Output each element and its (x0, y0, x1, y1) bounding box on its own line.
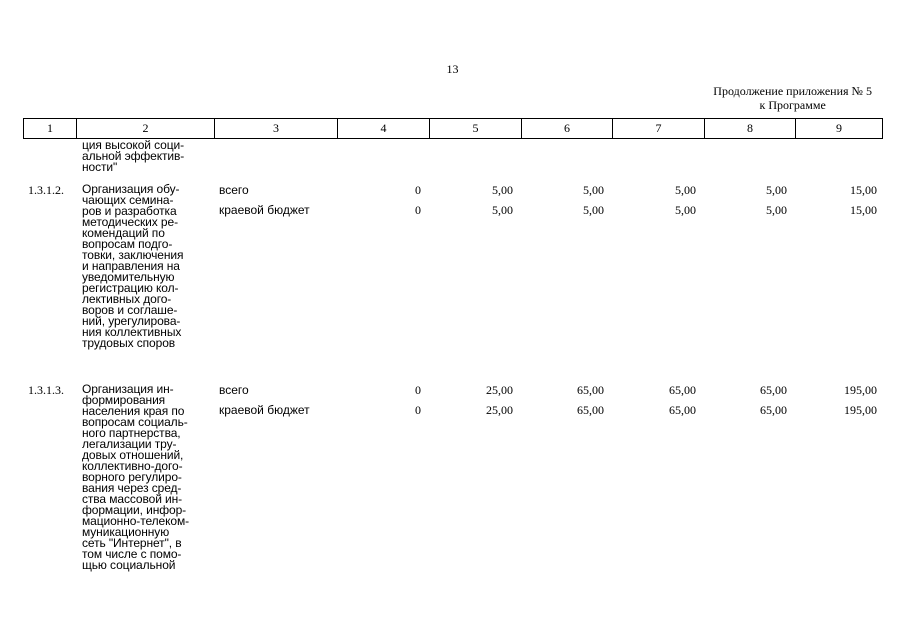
value-col-7: 5,00 (675, 183, 696, 197)
header-col-9: 9 (836, 121, 842, 135)
continuation-line-1: Продолжение приложения № 5 (713, 84, 872, 98)
value-col-8: 65,00 (760, 383, 787, 397)
header-col-8: 8 (705, 119, 796, 138)
row-number: 1.3.1.3. (28, 383, 64, 397)
header-col-2: 2 (77, 119, 215, 138)
value-col-9: 195,00 (844, 383, 877, 397)
funding-label: всего (219, 183, 249, 197)
header-col-7: 7 (613, 119, 705, 138)
row-description: Организация ин- формирования населения края по вопросам социаль- ного партнерства, легализации тру- довых отношений, коллективно-дого- ворного регулиро- вания через сред- ства массовой ин- формации, инфор- мационно-телеком- муникационную сеть "Интернет", в том числе с помо- щью социальной (82, 382, 190, 572)
header-col-4: 4 (338, 119, 430, 138)
value-col-6: 5,00 (583, 203, 604, 217)
value-col-6: 65,00 (577, 383, 604, 397)
continuation-line-2: к Программе (759, 98, 826, 112)
value-col-7: 65,00 (669, 403, 696, 417)
funding-label: всего (219, 383, 249, 397)
value-col-9: 195,00 (844, 403, 877, 417)
value-col-6: 5,00 (583, 183, 604, 197)
value-col-4: 0 (415, 183, 421, 197)
value-col-4: 0 (415, 203, 421, 217)
carry-over-text: ция высокой соци- альной эффектив- ности" (82, 138, 185, 174)
table-header-row (23, 118, 883, 139)
value-col-7: 5,00 (675, 203, 696, 217)
row-description: Организация обу- чающих семина- ров и разработка методических ре- комендаций по вопросам подго- товки, заключения и направления на уведомительную регистрацию кол- лективных дого- воров и соглаше- ний, урегулирова- ния коллективных трудовых споров (82, 182, 184, 350)
value-col-5: 5,00 (492, 183, 513, 197)
value-col-9: 15,00 (850, 203, 877, 217)
value-col-9: 15,00 (850, 183, 877, 197)
continuation-note (713, 84, 872, 112)
funding-label: краевой бюджет (219, 203, 310, 217)
value-col-4: 0 (415, 383, 421, 397)
funding-label: краевой бюджет (219, 403, 310, 417)
page-number: 13 (446, 62, 459, 76)
value-col-5: 25,00 (486, 383, 513, 397)
header-col-6: 6 (522, 119, 613, 138)
value-col-8: 5,00 (766, 203, 787, 217)
value-col-8: 5,00 (766, 183, 787, 197)
value-col-4: 0 (415, 403, 421, 417)
value-col-5: 5,00 (492, 203, 513, 217)
value-col-7: 65,00 (669, 383, 696, 397)
header-col-3: 3 (215, 119, 338, 138)
value-col-8: 65,00 (760, 403, 787, 417)
header-col-1: 1 (24, 119, 77, 138)
header-col-5: 5 (430, 119, 522, 138)
row-number: 1.3.1.2. (28, 183, 64, 197)
value-col-6: 65,00 (577, 403, 604, 417)
value-col-5: 25,00 (486, 403, 513, 417)
